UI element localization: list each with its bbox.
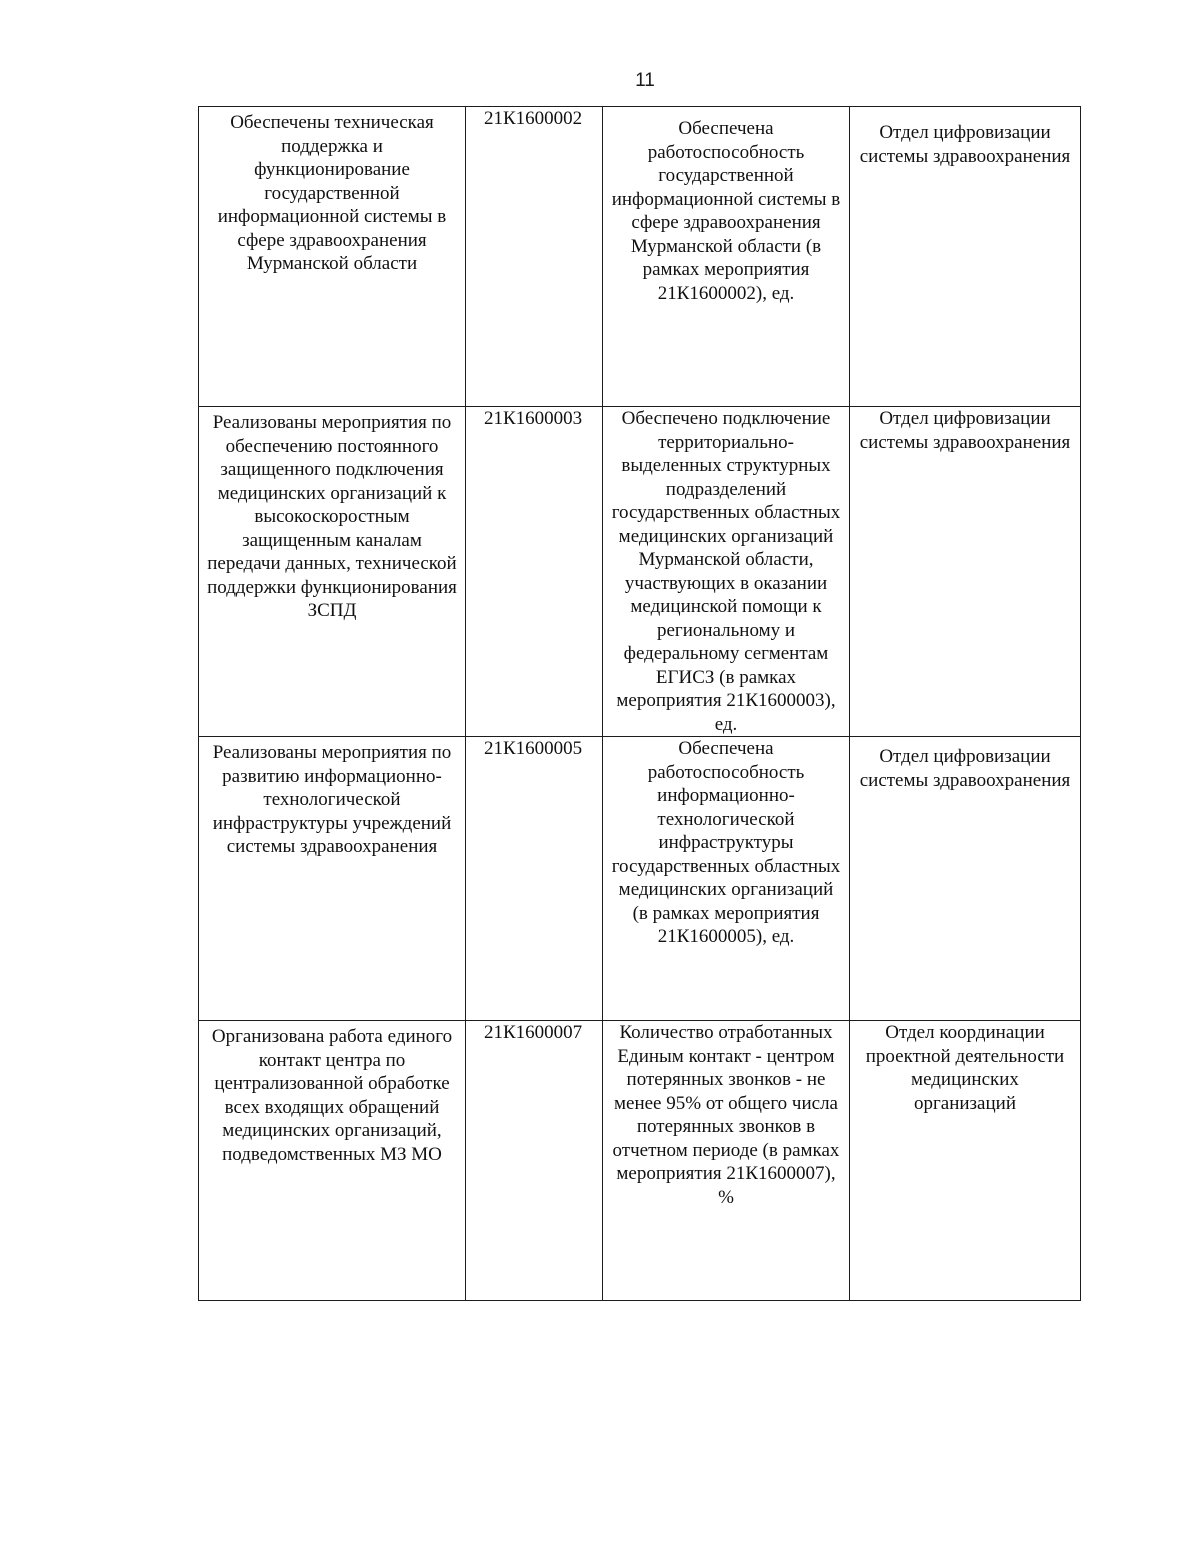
table-row — [199, 407, 1081, 737]
result-cell: Обеспечено подключение территориально-выделенных структурных подразделений государственных областных медицинских организаций Мурманской области, участвующих в оказании медицинской помощи к региональному и федеральному сегментам ЕГИСЗ (в рамках мероприятия 21К1600003), ед. — [603, 407, 850, 737]
responsible-cell: Отдел цифровизации системы здравоохранения — [850, 107, 1081, 407]
table-row — [199, 1021, 1081, 1301]
task-cell: Организована работа единого контакт центра по централизованной обработке всех входящих обращений медицинских организаций, подведомственных МЗ МО — [199, 1021, 466, 1301]
code-cell: 21К1600002 — [466, 107, 603, 407]
table-row — [199, 737, 1081, 1021]
task-cell: Реализованы мероприятия по обеспечению постоянного защищенного подключения медицинских организаций к высокоскоростным защищенным каналам передачи данных, технической поддержки функционирования ЗСПД — [199, 407, 466, 737]
responsible-cell: Отдел координации проектной деятельности медицинских организаций — [850, 1021, 1081, 1301]
result-cell: Обеспечена работоспособность государственной информационной системы в сфере здравоохранения Мурманской области (в рамках мероприятия 21К1600002), ед. — [603, 107, 850, 407]
code-cell: 21К1600005 — [466, 737, 603, 1021]
table-row — [199, 107, 1081, 407]
result-cell: Количество отработанных Единым контакт - центром потерянных звонков - не менее 95% от общего числа потерянных звонков в отчетном периоде (в рамках мероприятия 21К1600007), % — [603, 1021, 850, 1301]
code-cell: 21К1600003 — [466, 407, 603, 737]
code-cell: 21К1600007 — [466, 1021, 603, 1301]
page-number: 11 — [635, 70, 655, 91]
responsible-cell: Отдел цифровизации системы здравоохранения — [850, 407, 1081, 737]
task-cell: Обеспечены техническая поддержка и функционирование государственной информационной системы в сфере здравоохранения Мурманской области — [199, 107, 466, 407]
task-cell: Реализованы мероприятия по развитию информационно-технологической инфраструктуры учреждений системы здравоохранения — [199, 737, 466, 1021]
measures-table — [198, 106, 1081, 1301]
responsible-cell: Отдел цифровизации системы здравоохранения — [850, 737, 1081, 1021]
result-cell: Обеспечена работоспособность информационно-технологической инфраструктуры государственных областных медицинских организаций (в рамках мероприятия 21К1600005), ед. — [603, 737, 850, 1021]
